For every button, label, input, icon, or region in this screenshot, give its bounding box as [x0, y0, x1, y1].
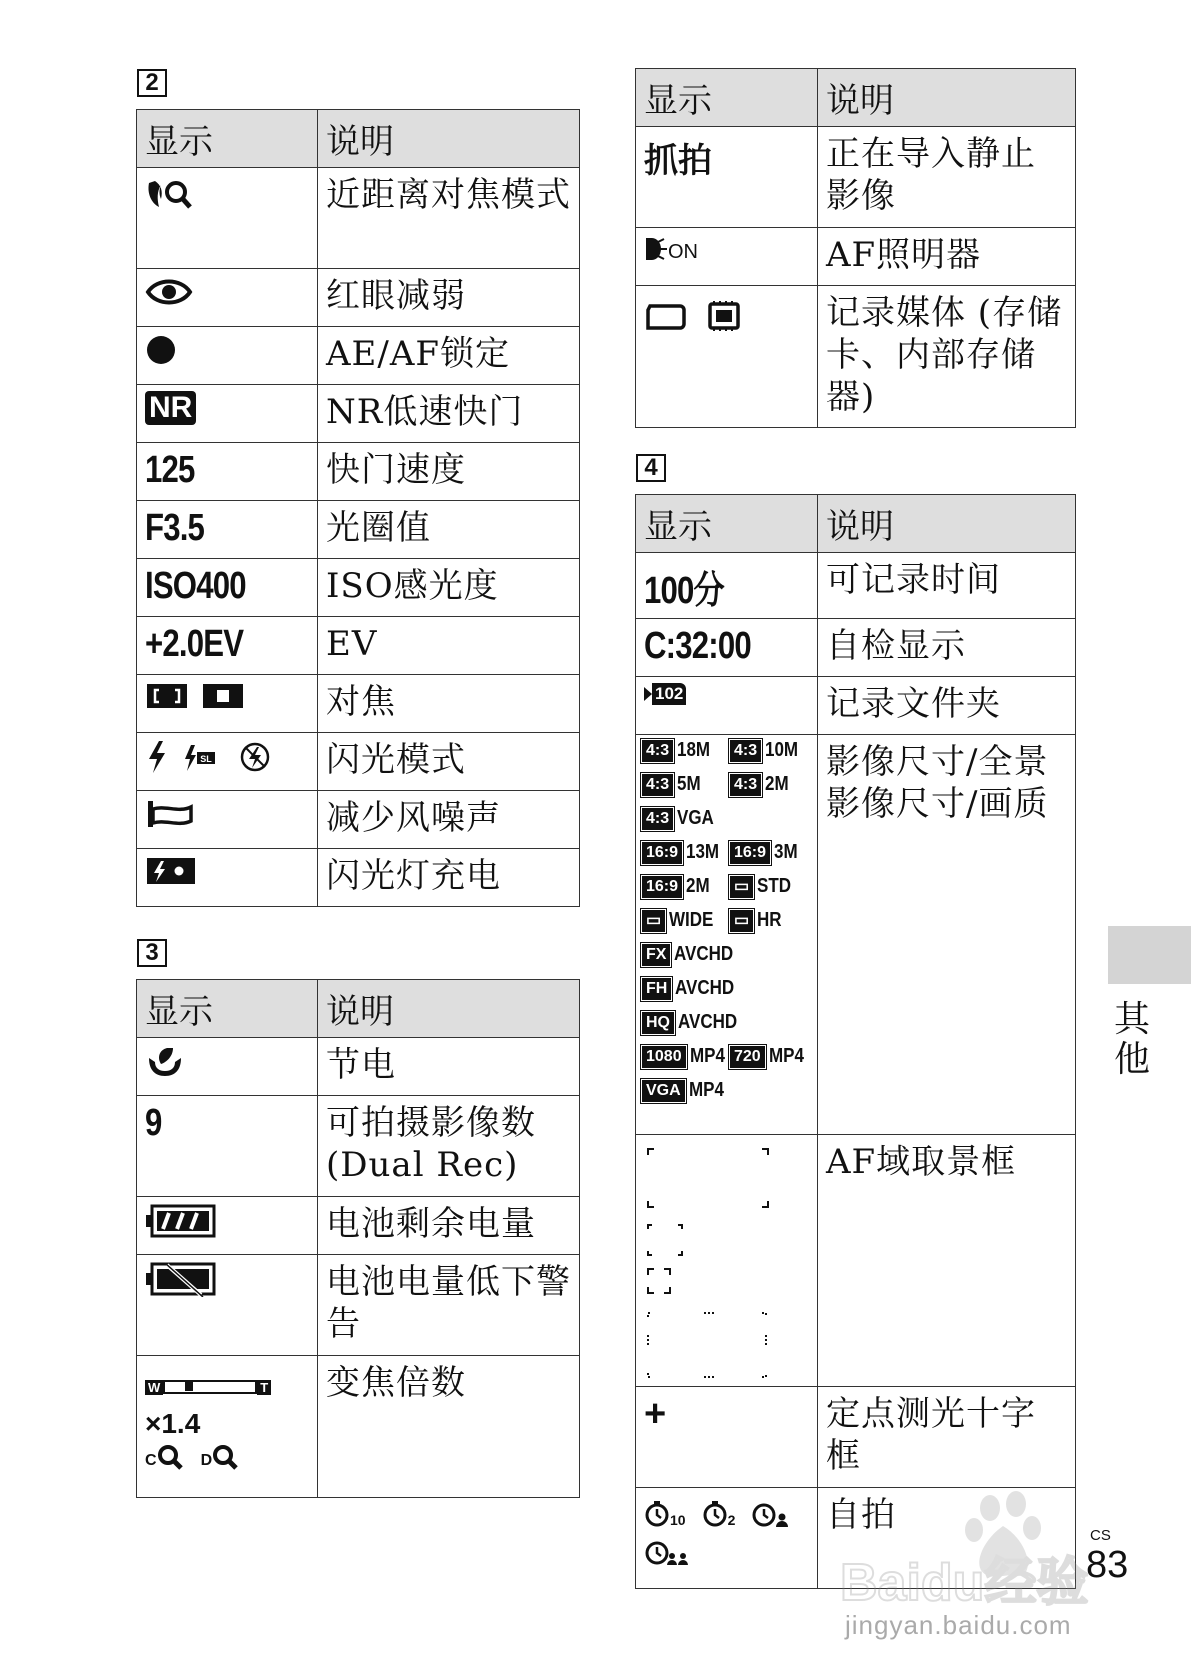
image-size-item [642, 943, 734, 966]
ev-value: +2.0EV [145, 623, 244, 665]
row-desc: 红眼减弱 [318, 269, 580, 327]
page-language-code: CS [1090, 1527, 1111, 1544]
header-desc: 说明 [318, 980, 580, 1038]
image-size-label: MP4 [689, 1045, 725, 1067]
nr-icon: NR [145, 391, 196, 425]
table-header [137, 110, 580, 168]
image-size-item [730, 841, 810, 864]
image-size-label: VGA [677, 807, 714, 829]
row-desc: AF照明器 [818, 228, 1076, 286]
image-size-label: MP4 [768, 1045, 804, 1067]
wind-noise-icon [145, 797, 195, 831]
table-row [137, 1255, 580, 1356]
table-row [137, 1096, 580, 1197]
image-size-label: 10M [765, 739, 799, 761]
image-size-item [642, 1011, 738, 1034]
image-size-label: HR [757, 909, 782, 931]
table-row [636, 1387, 1076, 1488]
power-save-icon [145, 1044, 185, 1080]
page-number: 83 [1086, 1544, 1129, 1586]
image-size-row [642, 977, 815, 1011]
image-size-chip: 4:3 [642, 774, 673, 796]
row-desc: EV [318, 617, 580, 675]
image-size-chip: 16:9 [730, 842, 770, 864]
self-diagnosis-value: C:32:00 [644, 625, 751, 667]
table-row [137, 443, 580, 501]
capture-label: 抓拍 [644, 141, 712, 181]
image-size-row [642, 841, 815, 875]
watermark-url: jingyan.baidu.com [845, 1610, 1072, 1640]
image-size-item [642, 739, 730, 762]
image-size-row [642, 943, 815, 977]
self-timer-icon [644, 1500, 670, 1528]
flash-charge-icon [145, 855, 197, 887]
header-desc: 说明 [818, 69, 1076, 127]
image-size-label: 2M [765, 773, 789, 795]
macro-focus-icon [145, 177, 195, 213]
image-size-item [642, 977, 735, 1000]
image-size-item [730, 875, 810, 898]
table-row [137, 1038, 580, 1096]
section2-table [136, 109, 580, 907]
ae-af-lock-icon [145, 333, 179, 367]
zoom-value: ×1.4 [145, 1408, 201, 1439]
table-row [636, 127, 1076, 228]
image-size-chip: FX [642, 944, 670, 966]
image-size-chip: 1080 [642, 1046, 686, 1068]
digital-zoom-label: D [200, 1452, 213, 1469]
image-size-row [642, 1079, 815, 1113]
header-display: 显示 [636, 69, 818, 127]
image-size-chip: 4:3 [642, 808, 673, 830]
clear-zoom-label: C [145, 1452, 157, 1469]
row-desc: AE/AF锁定 [318, 327, 580, 385]
row-desc: 可记录时间 [818, 553, 1076, 619]
row-desc: 定点测光十字框 [818, 1387, 1076, 1488]
battery-low-icon [145, 1261, 217, 1297]
table-row [137, 501, 580, 559]
section3-table [136, 979, 580, 1498]
image-size-item [730, 773, 810, 796]
image-size-label: AVCHD [674, 943, 734, 965]
aperture-value: F3.5 [145, 507, 205, 549]
shutter-speed-value: 125 [145, 449, 195, 491]
row-desc: 光圈值 [318, 501, 580, 559]
image-size-chip: VGA [642, 1080, 685, 1102]
self-timer-person-icon [751, 1500, 791, 1528]
image-size-item [642, 807, 730, 830]
table-row [137, 559, 580, 617]
row-desc: 电池电量低下警告 [318, 1255, 580, 1356]
image-size-item [730, 1045, 810, 1068]
table-row [137, 849, 580, 907]
table-row [137, 269, 580, 327]
self-timer-group-icon [644, 1538, 692, 1566]
image-size-row [642, 739, 815, 773]
header-desc: 说明 [818, 495, 1076, 553]
image-size-label: 3M [774, 841, 798, 863]
image-size-row [642, 909, 815, 943]
table-row [636, 677, 1076, 735]
table-row [137, 791, 580, 849]
top-right-table [635, 68, 1076, 428]
image-size-label: STD [757, 875, 792, 897]
spot-meter-cross-icon: + [644, 1393, 667, 1435]
clear-zoom-icon [157, 1444, 183, 1470]
af-on-label: ON [668, 241, 698, 263]
side-tab [1108, 926, 1191, 984]
table-row [137, 327, 580, 385]
table-header [636, 495, 1076, 553]
svg-text:SL: SL [200, 754, 212, 764]
row-desc: 近距离对焦模式 [318, 168, 580, 269]
table-row [636, 553, 1076, 619]
image-size-item [642, 841, 730, 864]
zoom-w-label: W [145, 1380, 163, 1395]
image-size-item [642, 1045, 730, 1068]
image-size-label: AVCHD [678, 1011, 738, 1033]
row-desc: 节电 [318, 1038, 580, 1096]
zoom-t-label: T [257, 1380, 271, 1395]
image-size-chip: FH [642, 978, 671, 1000]
image-size-label: 2M [686, 875, 710, 897]
image-size-chip: ▭ [642, 910, 665, 932]
row-desc: 对焦 [318, 675, 580, 733]
table-row [137, 733, 580, 791]
folder-icon [644, 683, 686, 705]
flash-mode-icons [145, 739, 275, 775]
row-desc: NR低速快门 [318, 385, 580, 443]
self-timer-2-label: 2 [727, 1512, 736, 1528]
image-size-item [642, 773, 730, 796]
row-desc: 电池剩余电量 [318, 1197, 580, 1255]
image-size-label: 5M [677, 773, 701, 795]
baidu-watermark-logo [840, 1482, 1130, 1612]
section-number-2: 2 [137, 69, 167, 97]
image-size-label: 18M [677, 739, 711, 761]
image-size-chip: 720 [730, 1046, 765, 1068]
self-timer-icons [644, 1500, 804, 1566]
self-timer-icon [702, 1500, 728, 1528]
table-row [137, 675, 580, 733]
focus-icons [145, 681, 245, 711]
row-desc: 快门速度 [318, 443, 580, 501]
digital-zoom-icon [212, 1444, 238, 1470]
image-size-list [642, 739, 815, 1113]
image-size-chip: HQ [642, 1012, 674, 1034]
row-desc: 自检显示 [818, 619, 1076, 677]
table-row [636, 735, 1076, 1135]
section-number-4: 4 [636, 454, 666, 482]
side-tab-label: 其他 [1113, 999, 1150, 1080]
header-display: 显示 [636, 495, 818, 553]
recordable-time-value: 100分 [644, 570, 724, 612]
table-row [636, 286, 1076, 428]
row-desc: 记录媒体 (存储卡、内部存储器) [818, 286, 1076, 428]
image-size-chip: 16:9 [642, 876, 682, 898]
row-desc: 变焦倍数 [318, 1356, 580, 1498]
row-desc: 闪光灯充电 [318, 849, 580, 907]
image-size-item [642, 909, 730, 932]
table-row [137, 617, 580, 675]
image-size-item [730, 739, 810, 762]
battery-icon [145, 1203, 217, 1239]
table-row [636, 1135, 1076, 1387]
image-size-item [730, 909, 810, 932]
table-row [137, 168, 580, 269]
zoom-bar [163, 1380, 257, 1394]
table-row [137, 385, 580, 443]
zoom-bar-icon [145, 1374, 309, 1400]
af-illuminator-icon [644, 234, 668, 264]
image-size-icons [636, 735, 818, 1135]
self-timer-10-label: 10 [670, 1512, 686, 1528]
zoom-cell [137, 1356, 318, 1498]
header-desc: 说明 [318, 110, 580, 168]
table-row [137, 1356, 580, 1498]
row-desc: 减少风噪声 [318, 791, 580, 849]
row-desc: 影像尺寸/全景影像尺寸/画质 [818, 735, 1076, 1135]
row-desc: 正在导入静止影像 [818, 127, 1076, 228]
header-display: 显示 [137, 110, 318, 168]
section-number-3: 3 [137, 939, 167, 967]
table-row [636, 228, 1076, 286]
image-size-label: AVCHD [675, 977, 735, 999]
image-size-chip: ▭ [730, 910, 753, 932]
row-desc: 可拍摄影像数 (Dual Rec) [318, 1096, 580, 1197]
image-count-value: 9 [145, 1102, 162, 1144]
folder-number: 102 [652, 683, 686, 705]
af-frame-icons [644, 1135, 774, 1380]
image-size-label: MP4 [688, 1079, 724, 1101]
image-size-row [642, 1011, 815, 1045]
table-header [636, 69, 1076, 127]
table-row [137, 1197, 580, 1255]
image-size-chip: 4:3 [730, 774, 761, 796]
iso-value: ISO400 [145, 565, 246, 607]
image-size-item [642, 1079, 730, 1102]
image-size-row [642, 773, 815, 807]
image-size-chip: 16:9 [642, 842, 682, 864]
image-size-row [642, 807, 815, 841]
row-desc: 自拍 [818, 1488, 1076, 1589]
row-desc: 闪光模式 [318, 733, 580, 791]
red-eye-icon [145, 275, 193, 309]
image-size-chip: 4:3 [730, 740, 761, 762]
svg-text:Baidu经验: Baidu经验 [840, 1554, 1089, 1612]
table-header [137, 980, 580, 1038]
image-size-chip: ▭ [730, 876, 753, 898]
image-size-label: WIDE [669, 909, 714, 931]
image-size-item [642, 875, 730, 898]
header-display: 显示 [137, 980, 318, 1038]
table-row [636, 619, 1076, 677]
row-desc: 记录文件夹 [818, 677, 1076, 735]
media-icons [644, 298, 744, 334]
zoom-mode-icons [145, 1444, 309, 1470]
image-size-chip: 4:3 [642, 740, 673, 762]
row-desc: ISO感光度 [318, 559, 580, 617]
image-size-label: 13M [686, 841, 720, 863]
image-size-row [642, 1045, 815, 1079]
image-size-row [642, 875, 815, 909]
section4-table [635, 494, 1076, 1589]
row-desc: AF域取景框 [818, 1135, 1076, 1387]
